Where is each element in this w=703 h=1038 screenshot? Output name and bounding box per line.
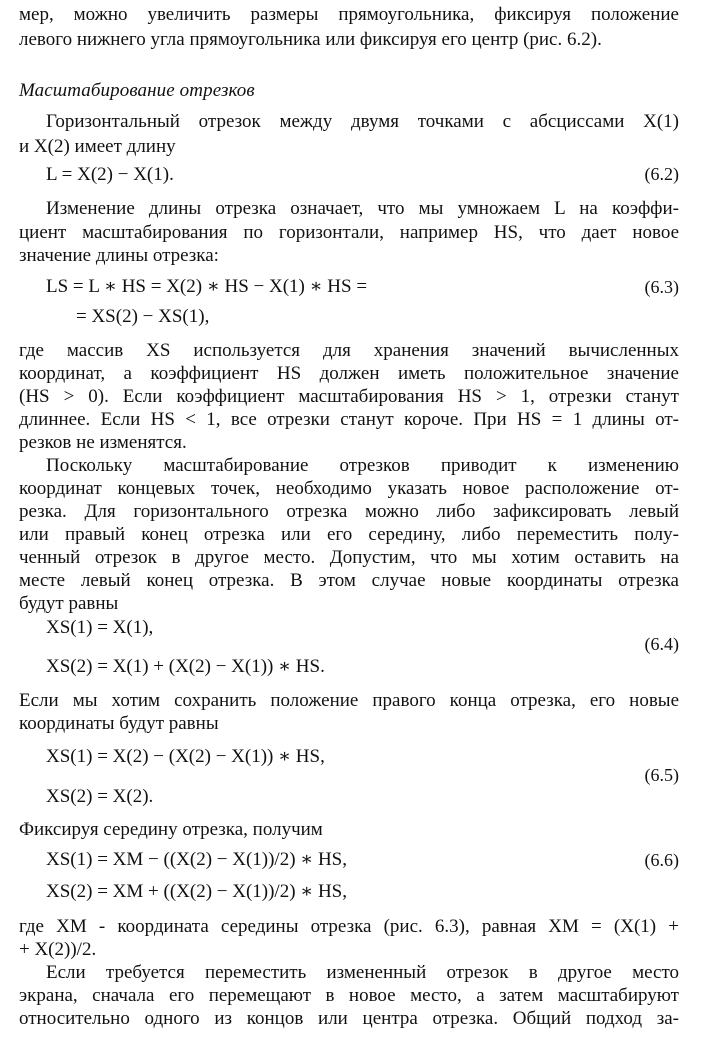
- equation-6-2: L = X(2) − X(1).: [46, 164, 174, 185]
- text-line: координаты будут равны: [19, 713, 219, 734]
- text-line: резка. Для горизонтального отрезка можно либо зафиксировать левый: [19, 501, 679, 522]
- equation-6-3-line-2: = XS(2) − XS(1),: [76, 306, 210, 327]
- text-line: Изменение длины отрезка означает, что мы умножаем L на коэффи-: [46, 198, 679, 219]
- text-line: координат концевых точек, необходимо указать новое расположение от-: [19, 478, 679, 499]
- equation-number-6-2: (6.2): [644, 164, 679, 184]
- text-line: будут равны: [19, 593, 119, 614]
- equation-number-6-4: (6.4): [644, 634, 679, 654]
- equation-number-6-5: (6.5): [644, 765, 679, 785]
- equation-number-6-3: (6.3): [644, 277, 679, 297]
- section-heading: Масштабирование отрезков: [19, 80, 255, 101]
- text-line: координат, а коэффициент HS должен иметь положительное значение: [19, 363, 679, 384]
- equation-6-5-line-1: XS(1) = X(2) − (X(2) − X(1)) ∗ HS,: [46, 746, 325, 767]
- text-line: где массив XS используется для хранения значений вычисленных: [19, 340, 679, 361]
- text-line: экрана, сначала его перемещают в новое место, а затем масштабируют: [19, 985, 679, 1006]
- text-line: + X(2))/2.: [19, 939, 97, 960]
- text-line: или правый конец отрезка или его середину, либо переместить полу-: [19, 524, 679, 545]
- equation-number-6-6: (6.6): [644, 850, 679, 870]
- text-line: месте левый конец отрезка. В этом случае новые координаты отрезка: [19, 570, 679, 591]
- text-line: Поскольку масштабирование отрезков приводит к изменению: [46, 455, 679, 476]
- text-line: циент масштабирования по горизонтали, например HS, что дает новое: [19, 222, 679, 243]
- text-line: значение длины отрезка:: [19, 245, 219, 266]
- equation-6-4-line-2: XS(2) = X(1) + (X(2) − X(1)) ∗ HS.: [46, 656, 325, 677]
- text-line: и X(2) имеет длину: [19, 136, 176, 157]
- text-line: ченный отрезок в другое место. Допустим, что мы хотим оставить на: [19, 547, 679, 568]
- text-line: где XM - координата середины отрезка (рис. 6.3), равная XM = (X(1) +: [19, 916, 679, 937]
- equation-6-5-line-2: XS(2) = X(2).: [46, 786, 154, 807]
- text-line: левого нижнего угла прямоугольника или фиксируя его центр (рис. 6.2).: [19, 29, 602, 50]
- equation-6-6-line-2: XS(2) = XM + ((X(2) − X(1))/2) ∗ HS,: [46, 881, 347, 902]
- text-line: Если требуется переместить измененный отрезок в другое место: [46, 962, 679, 983]
- text-line: (HS > 0). Если коэффициент масштабирования HS > 1, отрезки станут: [19, 386, 679, 407]
- text-line: Фиксируя середину отрезка, получим: [19, 819, 323, 840]
- text-line: Если мы хотим сохранить положение правого конца отрезка, его новые: [19, 690, 679, 711]
- text-line: Горизонтальный отрезок между двумя точками с абсциссами X(1): [46, 111, 679, 132]
- text-line: мер, можно увеличить размеры прямоугольника, фиксируя положение: [19, 4, 679, 25]
- text-line: относительно одного из концов или центра отрезка. Общий подход за-: [19, 1008, 679, 1029]
- equation-6-6-line-1: XS(1) = XM − ((X(2) − X(1))/2) ∗ HS,: [46, 849, 347, 870]
- equation-6-4-line-1: XS(1) = X(1),: [46, 617, 154, 638]
- text-line: длиннее. Если HS < 1, все отрезки станут короче. При HS = 1 длины от-: [19, 409, 679, 430]
- text-line: резков не изменятся.: [19, 432, 187, 453]
- equation-6-3-line-1: LS = L ∗ HS = X(2) ∗ HS − X(1) ∗ HS =: [46, 276, 368, 297]
